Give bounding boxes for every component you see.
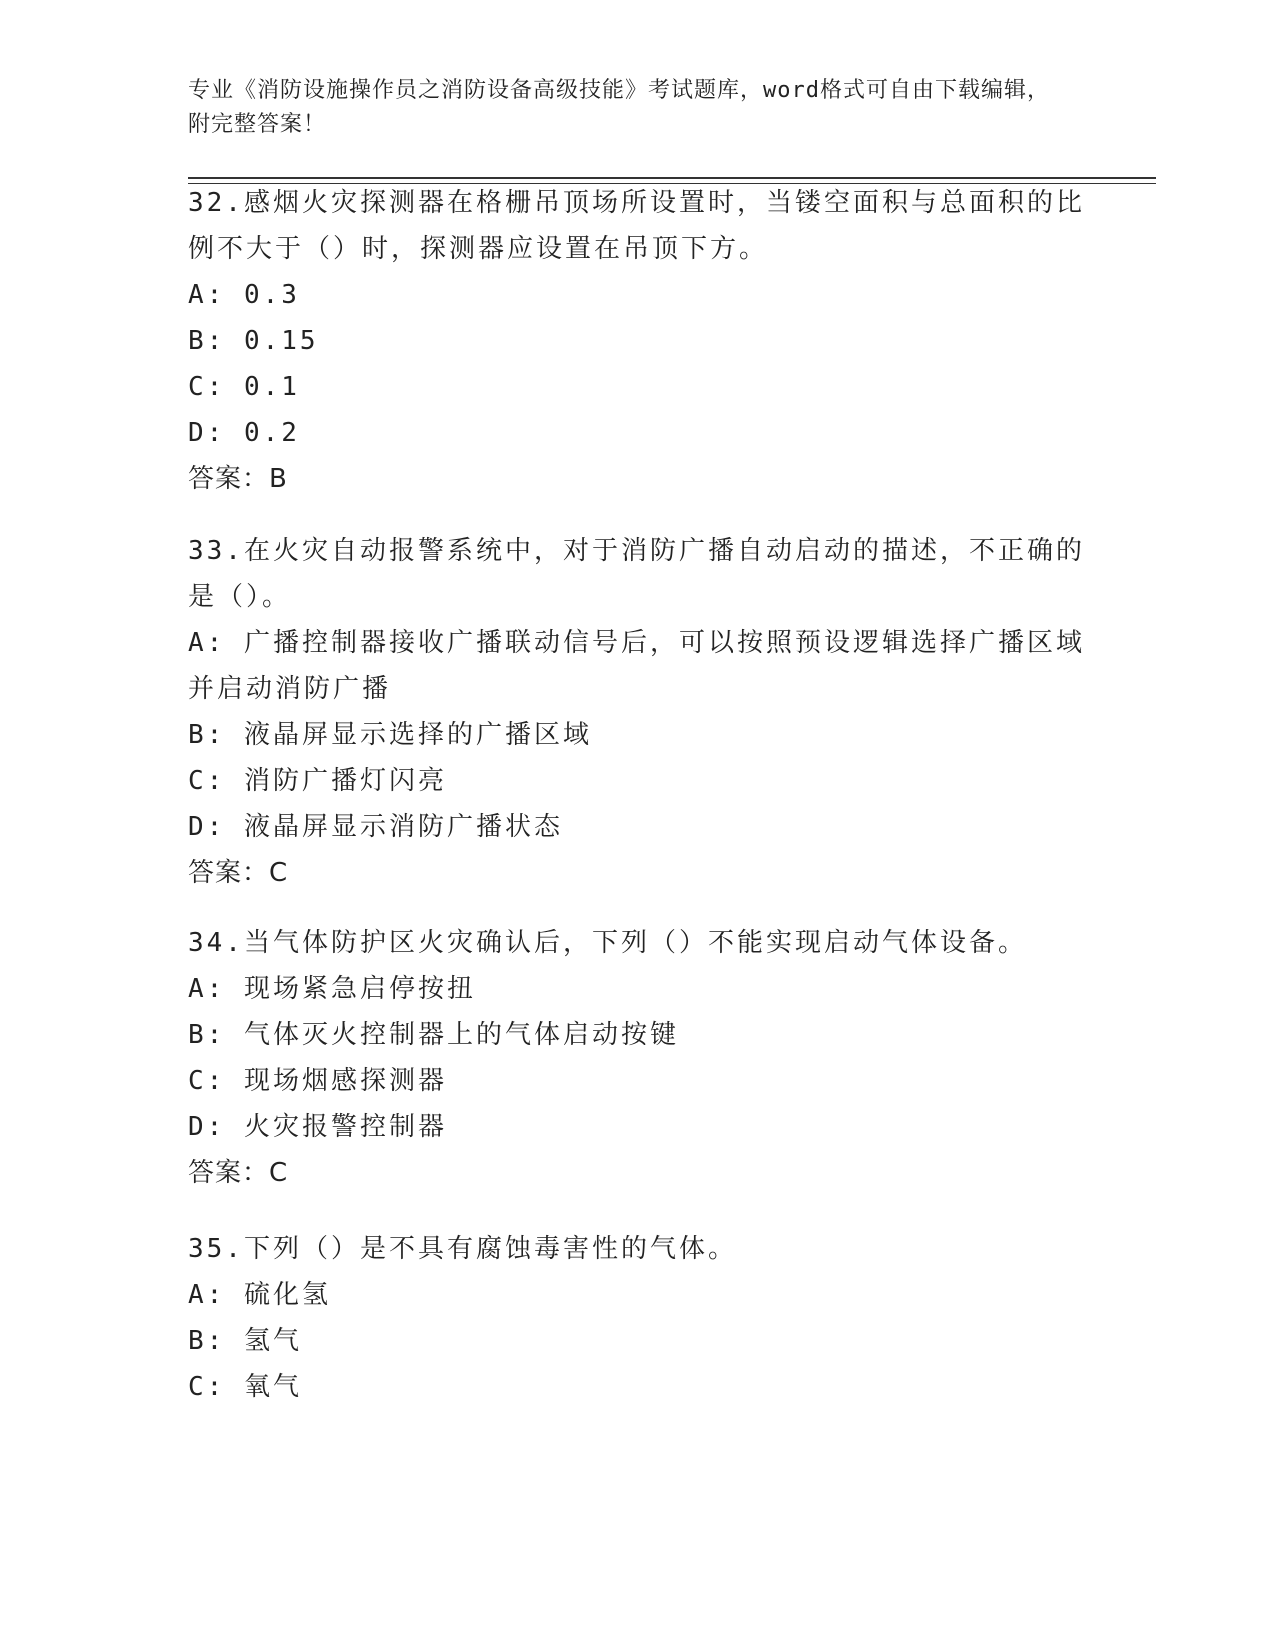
option-c: C: 氧气: [188, 1372, 302, 1402]
question-33: [188, 528, 1088, 896]
option-c: C: 0.1: [188, 372, 300, 402]
question-stem: 32.感烟火灾探测器在格栅吊顶场所设置时，当镂空面积与总面积的比例不大于（）时，探测器应设置在吊顶下方。: [188, 188, 1085, 264]
option-b: B: 气体灭火控制器上的气体启动按键: [188, 1020, 679, 1050]
option-b: B: 液晶屏显示选择的广播区域: [188, 720, 592, 750]
question-stem: 34.当气体防护区火灾确认后，下列（）不能实现启动气体设备。: [188, 928, 1027, 958]
option-a: A: 现场紧急启停按扭: [188, 974, 476, 1004]
option-d: D: 0.2: [188, 418, 300, 448]
option-b: B: 氢气: [188, 1326, 302, 1356]
question-35: [188, 1226, 1088, 1410]
option-d: D: 火灾报警控制器: [188, 1112, 447, 1142]
option-d: D: 液晶屏显示消防广播状态: [188, 812, 563, 842]
option-a: A: 广播控制器接收广播联动信号后，可以按照预设逻辑选择广播区域并启动消防广播: [188, 628, 1085, 704]
answer: 答案：B: [188, 464, 288, 494]
question-stem: 33.在火灾自动报警系统中，对于消防广播自动启动的描述，不正确的是（）。: [188, 536, 1085, 612]
question-32: [188, 180, 1088, 502]
question-34: [188, 920, 1088, 1196]
option-a: A: 0.3: [188, 280, 300, 310]
option-c: C: 现场烟感探测器: [188, 1066, 447, 1096]
option-c: C: 消防广播灯闪亮: [188, 766, 447, 796]
question-stem: 35.下列（）是不具有腐蚀毒害性的气体。: [188, 1234, 737, 1264]
option-a: A: 硫化氢: [188, 1280, 331, 1310]
answer: 答案：C: [188, 1158, 289, 1188]
option-b: B: 0.15: [188, 326, 319, 356]
header-divider: [188, 177, 1156, 179]
answer: 答案：C: [188, 858, 289, 888]
document-header: 专业《消防设施操作员之消防设备高级技能》考试题库，word格式可自由下载编辑，附完整答案！: [188, 78, 1050, 137]
